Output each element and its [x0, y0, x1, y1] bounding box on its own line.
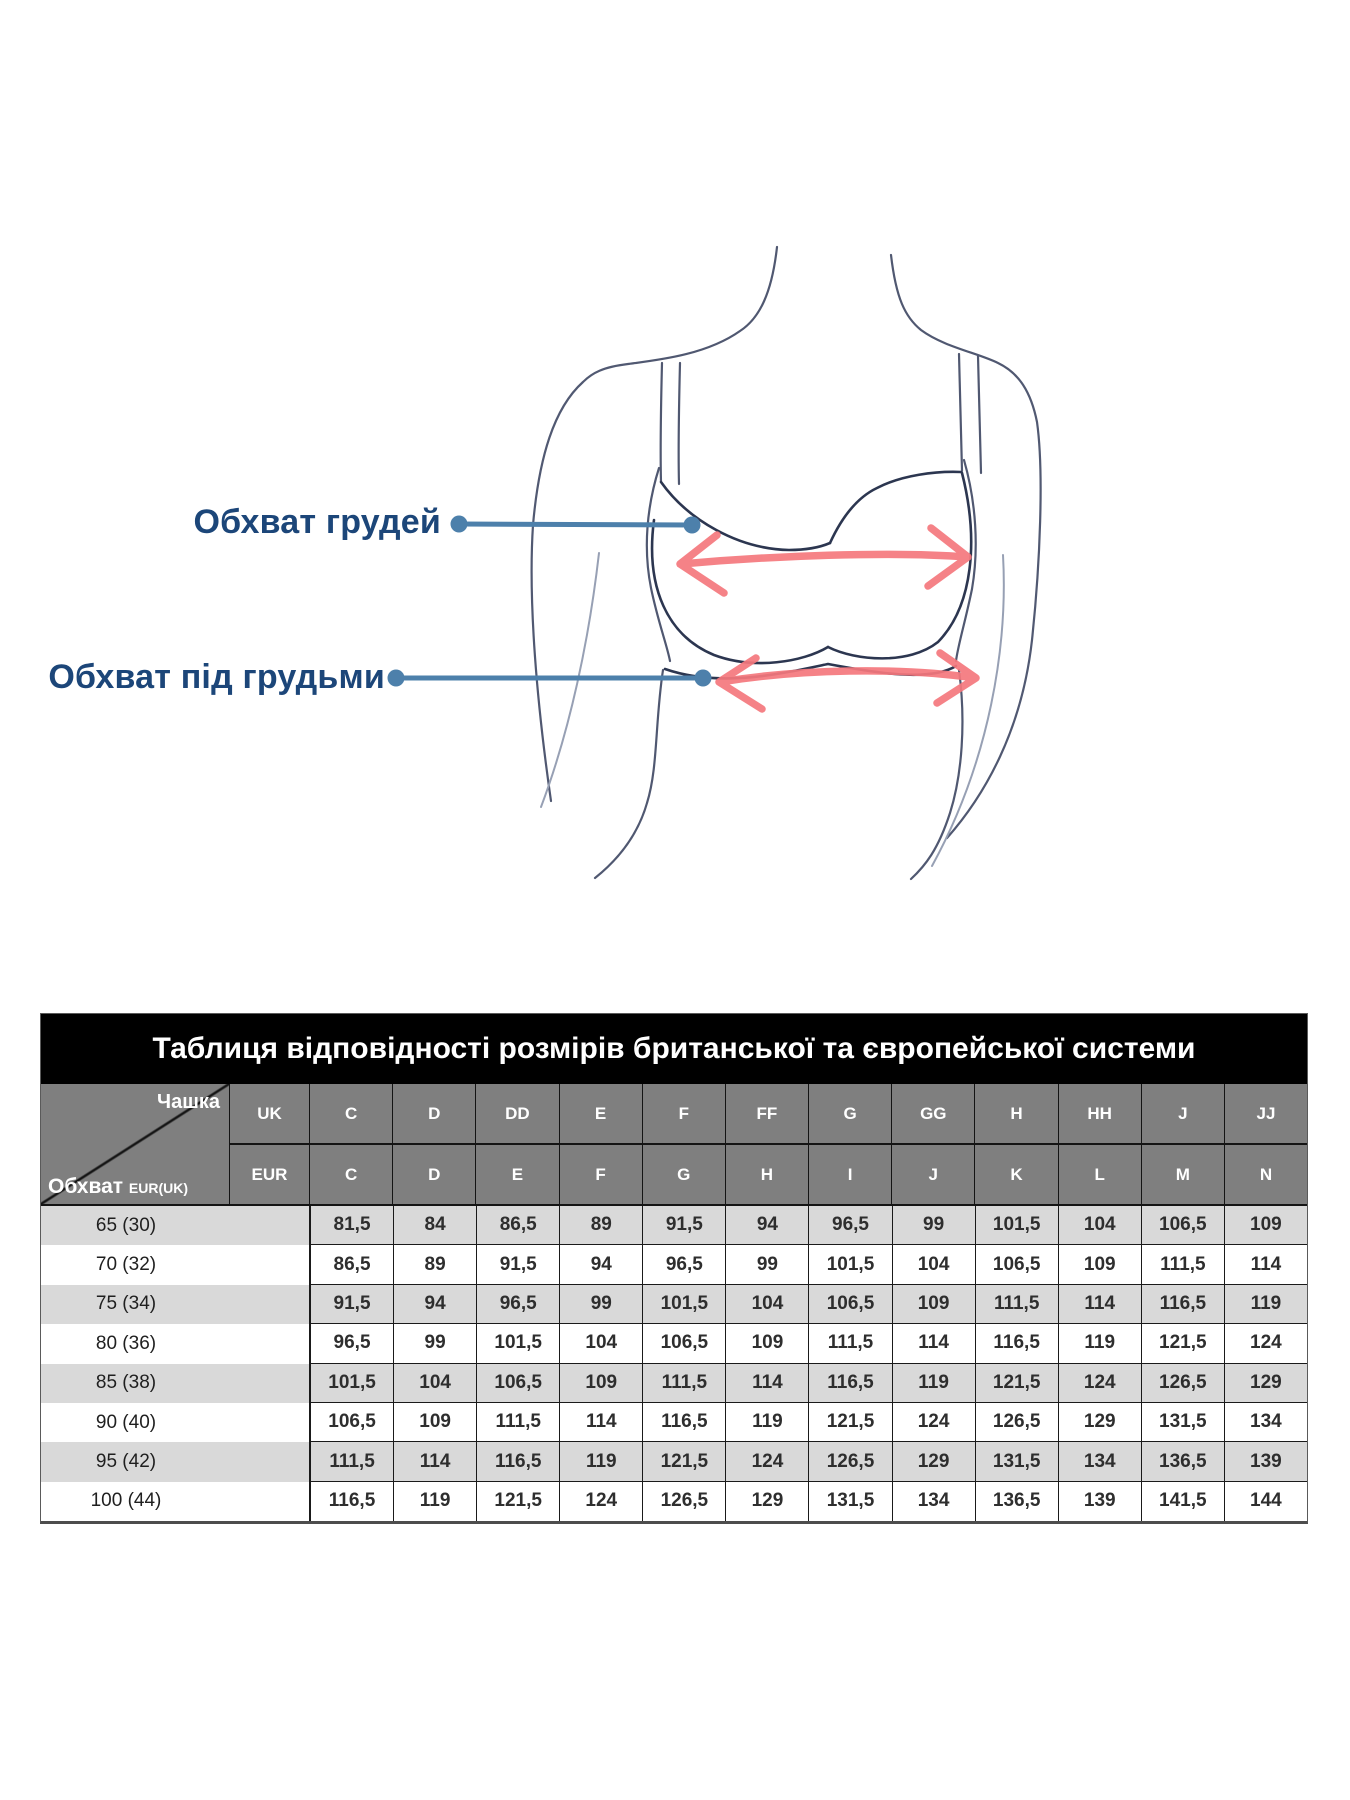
left-bra-strap-line	[661, 363, 662, 482]
table-cell: 104	[559, 1324, 642, 1363]
table-cell: 111,5	[309, 1442, 393, 1481]
size-chart-table	[40, 1013, 1308, 1524]
table-cell: 106,5	[642, 1324, 725, 1363]
table-cell: 119	[1058, 1324, 1141, 1363]
table-cell: 106,5	[808, 1285, 891, 1324]
uk-cup-label: JJ	[1224, 1084, 1307, 1143]
uk-cup-row	[229, 1084, 1307, 1143]
eur-cup-label: C	[309, 1145, 392, 1204]
band-size-label: 75 (34)	[95, 1293, 157, 1315]
table-cell: 121,5	[476, 1482, 559, 1521]
table-cell: 116,5	[642, 1403, 725, 1442]
table-cell: 131,5	[975, 1442, 1058, 1481]
table-cell: 104	[1058, 1206, 1141, 1245]
table-cell: 101,5	[975, 1206, 1058, 1245]
table-cell: 116,5	[1141, 1285, 1224, 1324]
table-cell: 94	[393, 1285, 476, 1324]
table-cell: 101,5	[476, 1324, 559, 1363]
right-bra-strap-line-2	[978, 356, 981, 473]
uk-cup-label: E	[559, 1084, 642, 1143]
left-cup-top-line	[661, 482, 830, 550]
table-cell: 89	[559, 1206, 642, 1245]
table-cell: 86,5	[309, 1245, 393, 1284]
table-cell: 101,5	[642, 1285, 725, 1324]
table-cell: 96,5	[309, 1324, 393, 1363]
right-bra-strap-line	[959, 354, 962, 471]
table-body	[41, 1204, 1307, 1521]
table-cell: 104	[892, 1245, 975, 1284]
uk-system-cell: UK	[229, 1084, 309, 1143]
table-row	[41, 1245, 1307, 1284]
underbust-arrow-shaft	[720, 671, 975, 682]
table-cell: 129	[725, 1482, 808, 1521]
table-cell: 124	[1058, 1364, 1141, 1403]
connector-dot	[451, 516, 468, 533]
table-cell: 109	[559, 1364, 642, 1403]
table-cell: 109	[892, 1285, 975, 1324]
table-row	[41, 1403, 1307, 1442]
uk-cup-label: GG	[891, 1084, 974, 1143]
table-cell: 119	[393, 1482, 476, 1521]
table-cell: 101,5	[309, 1364, 393, 1403]
table-cell: 84	[393, 1206, 476, 1245]
table-cell: 94	[725, 1206, 808, 1245]
uk-cup-label: HH	[1058, 1084, 1141, 1143]
table-cell: 106,5	[975, 1245, 1058, 1284]
table-cell: 99	[892, 1206, 975, 1245]
eur-cup-label: N	[1224, 1145, 1307, 1204]
table-cell: 111,5	[975, 1285, 1058, 1324]
table-row	[41, 1442, 1307, 1481]
table-cell: 119	[1224, 1285, 1307, 1324]
table-cell: 116,5	[808, 1364, 891, 1403]
arm-inner-lines	[541, 553, 1004, 866]
table-cell: 121,5	[808, 1403, 891, 1442]
table-cell: 124	[892, 1403, 975, 1442]
table-cell: 141,5	[1141, 1482, 1224, 1521]
connector-dot	[388, 670, 405, 687]
table-cell: 129	[892, 1442, 975, 1481]
bust-arrow-shaft	[681, 554, 967, 564]
table-row	[41, 1324, 1307, 1363]
table-cell: 81,5	[309, 1206, 393, 1245]
eur-cup-label: G	[642, 1145, 725, 1204]
table-cell: 86,5	[476, 1206, 559, 1245]
table-cell: 134	[892, 1482, 975, 1521]
table-cell: 91,5	[642, 1206, 725, 1245]
table-cell: 144	[1224, 1482, 1307, 1521]
table-cell: 109	[393, 1403, 476, 1442]
uk-cup-label: FF	[725, 1084, 808, 1143]
table-cell: 104	[393, 1364, 476, 1403]
table-row	[41, 1364, 1307, 1403]
eur-cup-label: D	[392, 1145, 475, 1204]
table-cell: 116,5	[476, 1442, 559, 1481]
uk-cup-label: C	[309, 1084, 392, 1143]
uk-cup-label: D	[392, 1084, 475, 1143]
table-cell: 104	[725, 1285, 808, 1324]
table-cell: 134	[1058, 1442, 1141, 1481]
table-cell: 91,5	[476, 1245, 559, 1284]
corner-label-girth-text: Обхват	[48, 1175, 124, 1198]
eur-cup-label: F	[559, 1145, 642, 1204]
table-title: Таблиця відповідності розмірів британської та європейської системи	[41, 1014, 1307, 1084]
table-cell: 99	[559, 1285, 642, 1324]
table-cell: 134	[1224, 1403, 1307, 1442]
left-bra-strap-line-2	[679, 363, 680, 484]
corner-label-cup: Чашка	[157, 1091, 220, 1113]
bust-arrow	[680, 528, 968, 593]
table-cell: 129	[1224, 1364, 1307, 1403]
table-cell: 129	[1058, 1403, 1141, 1442]
table-cell: 114	[725, 1364, 808, 1403]
right-neck-shoulder-arm-line	[891, 255, 1041, 838]
table-cell: 121,5	[1141, 1324, 1224, 1363]
header-rows	[229, 1084, 1307, 1204]
table-cell: 119	[559, 1442, 642, 1481]
eur-cup-label: K	[974, 1145, 1057, 1204]
table-cell: 136,5	[1141, 1442, 1224, 1481]
table-cell: 111,5	[476, 1403, 559, 1442]
eur-cup-label: M	[1141, 1145, 1224, 1204]
table-cell: 94	[559, 1245, 642, 1284]
table-cell: 96,5	[808, 1206, 891, 1245]
eur-cup-label: J	[891, 1145, 974, 1204]
table-cell: 89	[393, 1245, 476, 1284]
table-cell: 106,5	[309, 1403, 393, 1442]
table-cell: 114	[892, 1324, 975, 1363]
table-row	[41, 1285, 1307, 1324]
table-cell: 126,5	[642, 1482, 725, 1521]
table-cell: 124	[725, 1442, 808, 1481]
eur-cup-cells	[309, 1145, 1307, 1204]
table-cell: 106,5	[476, 1364, 559, 1403]
connector-dot	[695, 670, 712, 687]
measure-label-bust: Обхват грудей	[193, 503, 441, 541]
left-torso-side-line	[647, 468, 670, 661]
uk-cup-label: F	[642, 1084, 725, 1143]
table-cell: 119	[892, 1364, 975, 1403]
band-size-label: 90 (40)	[95, 1411, 157, 1433]
uk-cup-cells	[309, 1084, 1307, 1143]
table-cell: 119	[725, 1403, 808, 1442]
eur-cup-label: H	[725, 1145, 808, 1204]
table-cell: 114	[559, 1403, 642, 1442]
table-cell: 124	[559, 1482, 642, 1521]
table-cell: 126,5	[808, 1442, 891, 1481]
table-cell: 139	[1058, 1482, 1141, 1521]
uk-cup-label: J	[1141, 1084, 1224, 1143]
right-inner-arm-line	[932, 555, 1004, 866]
table-cell: 121,5	[975, 1364, 1058, 1403]
table-cell: 96,5	[642, 1245, 725, 1284]
corner-cell	[41, 1084, 229, 1204]
table-cell: 116,5	[975, 1324, 1058, 1363]
table-cell: 114	[393, 1442, 476, 1481]
eur-cup-label: E	[475, 1145, 558, 1204]
band-size-label: 85 (38)	[95, 1372, 157, 1394]
table-cell: 126,5	[975, 1403, 1058, 1442]
measure-label-underbust: Обхват під грудьми	[48, 658, 385, 696]
underbust-arrow-left-head	[719, 658, 762, 709]
bust-connector-line	[459, 524, 692, 525]
table-cell: 109	[1058, 1245, 1141, 1284]
table-cell: 109	[1224, 1206, 1307, 1245]
table-header	[41, 1084, 1307, 1204]
table-cell: 99	[393, 1324, 476, 1363]
table-cell: 111,5	[808, 1324, 891, 1363]
table-cell: 114	[1058, 1285, 1141, 1324]
corner-label-girth	[48, 1175, 188, 1199]
band-size-label: 80 (36)	[95, 1332, 157, 1354]
table-cell: 101,5	[808, 1245, 891, 1284]
band-size-label: 70 (32)	[95, 1254, 157, 1276]
uk-cup-label: H	[974, 1084, 1057, 1143]
table-cell: 126,5	[1141, 1364, 1224, 1403]
table-cell: 106,5	[1141, 1206, 1224, 1245]
table-cell: 131,5	[808, 1482, 891, 1521]
corner-label-girth-units: EUR(UK)	[128, 1180, 189, 1196]
eur-cup-label: I	[808, 1145, 891, 1204]
table-row	[41, 1482, 1307, 1521]
table-cell: 116,5	[309, 1482, 393, 1521]
table-cell: 121,5	[642, 1442, 725, 1481]
table-cell: 99	[725, 1245, 808, 1284]
table-cell: 109	[725, 1324, 808, 1363]
eur-system-cell: EUR	[229, 1145, 309, 1204]
underbust-arrow	[719, 653, 976, 709]
uk-cup-label: DD	[475, 1084, 558, 1143]
eur-cup-row	[229, 1143, 1307, 1204]
uk-cup-label: G	[808, 1084, 891, 1143]
table-cell: 111,5	[1141, 1245, 1224, 1284]
table-cell: 96,5	[476, 1285, 559, 1324]
table-cell: 91,5	[309, 1285, 393, 1324]
eur-cup-label: L	[1058, 1145, 1141, 1204]
left-hip-line	[595, 670, 663, 878]
table-row	[41, 1206, 1307, 1245]
table-cell: 139	[1224, 1442, 1307, 1481]
table-cell: 136,5	[975, 1482, 1058, 1521]
table-cell: 131,5	[1141, 1403, 1224, 1442]
table-cell: 124	[1224, 1324, 1307, 1363]
band-size-label: 65 (30)	[95, 1214, 157, 1236]
band-size-label: 100 (44)	[90, 1490, 162, 1512]
band-size-label: 95 (42)	[95, 1451, 157, 1473]
connector-dot	[684, 517, 701, 534]
table-cell: 114	[1224, 1245, 1307, 1284]
table-cell: 111,5	[642, 1364, 725, 1403]
